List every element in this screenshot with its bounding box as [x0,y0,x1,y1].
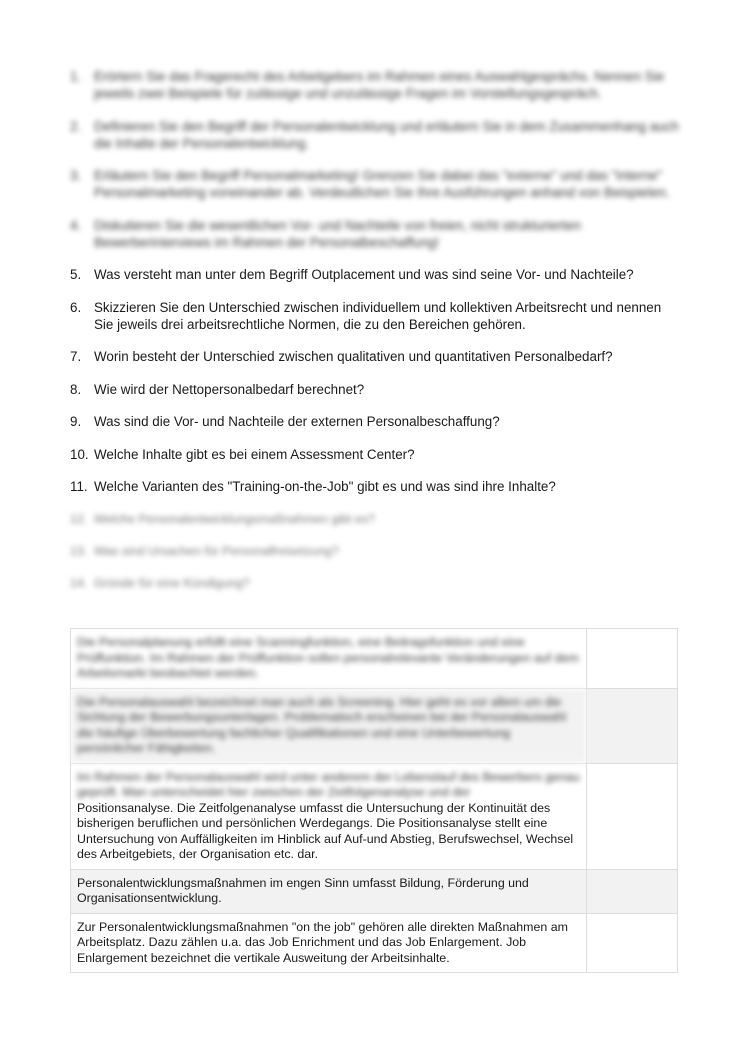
empty-cell [587,629,678,689]
answer-text: Positionsanalyse. Die Zeitfolgenanalyse umfasst die Untersuchung der Kontinuität des bisherigen beruflichen und persönlichen Werdegangs. Die Positionsanalyse stellt eine Untersuchung von Auffälligkeiten im Hinblick auf Auf-und Abstieg, Berufswechsel, Wechsel des Arbeitgebiets, der Organisation etc. dar. [77,800,574,861]
question-number: 13. [70,543,88,558]
table-row [71,629,678,689]
question-item [70,118,680,152]
question-number: 10. [70,446,89,462]
answer-cell: Die Personalplanung erfüllt eine Scanningfunktion, eine Beitragsfunktion und eine Prüffunktion. Im Rahmen der Prüffunktion sollen personalrelevante Veränderungen auf dem Arbeitsmarkt beobachtet werden. [71,629,587,689]
question-item [70,511,680,528]
question-text: Welche Varianten des "Training-on-the-Job" gibt es und was sind ihre Inhalte? [94,479,556,494]
question-number: 7. [70,349,82,364]
question-number: 6. [70,299,82,315]
question-list [70,68,680,607]
question-item [70,543,680,560]
question-number: 9. [70,414,82,429]
question-item [70,381,680,398]
question-text: Gründe für eine Kündigung? [94,575,250,590]
answer-cell [71,763,587,869]
question-text: Erläutern Sie den Begriff Personalmarketing! Grenzen Sie dabei das "externe" und das "interne" Personalmarketing voneinander ab. Verdeutlichen Sie Ihre Ausführungen anhand von Beispielen. [94,168,670,200]
question-text: Was versteht man unter dem Begriff Outplacement und was sind seine Vor- und Nachteile? [94,267,634,282]
answer-cell: Die Personalauswahl bezeichnet man auch als Screening. Hier geht es vor allem um die Sichtung der Bewerbungsunterlagen. Problematisch erscheinen bei der Personalauswahl die häufige Überbewertung fachlicher Qualifikationen und eine Unterbewertung persönlicher Fähigkeiten. [71,688,587,763]
answer-cell: Personalentwicklungsmaßnahmen im engen Sinn umfasst Bildung, Förderung und Organisationsentwicklung. [71,869,587,913]
answer-table [70,628,678,973]
question-text: Diskutieren Sie die wesentlichen Vor- und Nachteile von freien, nicht strukturierten Bewerberinterviews im Rahmen der Personalbeschaffung! [94,217,581,250]
question-item [70,167,680,201]
table-row [71,869,678,913]
question-item [70,348,680,365]
question-number: 4. [70,217,82,233]
question-text: Was sind die Vor- und Nachteile der externen Personalbeschaffung? [94,414,500,429]
answer-text-blurred: Im Rahmen der Personalauswahl wird unter anderem der Lebenslauf des Bewerbers genau geprüft. Man unterscheidet hier zwischen der Zeitfolgenanalyse und der [77,769,580,799]
question-number: 3. [70,168,82,183]
question-text: Definieren Sie den Begriff der Personalentwicklung und erläutern Sie in dem Zusammenhang auch die Inhalte der Personalentwicklung. [94,118,679,151]
empty-cell [587,763,678,869]
question-text: Erörtern Sie das Fragerecht des Arbeitgebers im Rahmen eines Auswahlgesprächs. Nennen Sie jeweils zwei Beispiele für zulässige und unzulässige Fragen im Vorstellungsgespräch. [94,69,665,101]
question-number: 8. [70,381,82,397]
question-text: Skizzieren Sie den Unterschied zwischen individuellem und kollektiven Arbeitsrecht und nennen Sie jeweils drei arbeitsrechtliche Normen, die zu den Bereichen gehören. [94,299,662,332]
question-item [70,299,680,333]
question-text: Welche Personalentwicklungsmaßnahmen gibt es? [94,511,375,526]
question-item [70,413,680,430]
empty-cell [587,913,678,973]
question-item [70,446,680,463]
table-row [71,763,678,869]
question-text: Was sind Ursachen für Personalfreisetzung? [94,543,339,558]
question-number: 11. [70,479,88,494]
empty-cell [587,869,678,913]
question-number: 12. [70,511,88,526]
question-item [70,68,680,102]
empty-cell [587,688,678,763]
question-text: Worin besteht der Unterschied zwischen qualitativen und quantitativen Personalbedarf? [94,349,613,364]
question-item [70,478,680,495]
table-row [71,688,678,763]
question-text: Welche Inhalte gibt es bei einem Assessment Center? [94,446,415,462]
question-number: 5. [70,267,82,282]
question-item [70,575,680,592]
question-item [70,266,680,283]
table-row [71,913,678,973]
answer-cell: Zur Personalentwicklungsmaßnahmen "on the job" gehören alle direkten Maßnahmen am Arbeitsplatz. Dazu zählen u.a. das Job Enrichment und das Job Enlargement. Job Enlargement bezeichnet die vertikale Ausweitung der Arbeitsinhalte. [71,913,587,973]
question-number: 14. [70,575,88,590]
question-text: Wie wird der Nettopersonalbedarf berechnet? [94,381,365,397]
question-item [70,217,680,251]
question-number: 2. [70,118,82,134]
question-number: 1. [70,69,82,84]
